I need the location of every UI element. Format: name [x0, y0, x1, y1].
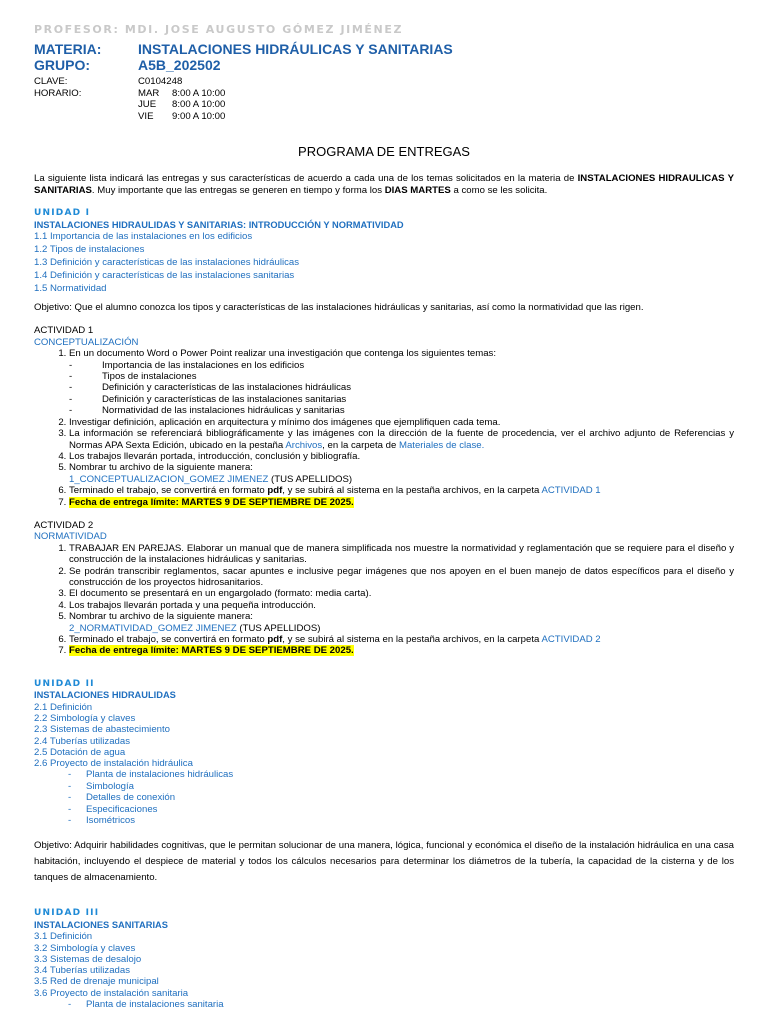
toc-item: 2.3 Sistemas de abastecimiento [34, 724, 170, 736]
list-item: 6. Terminado el trabajo, se convertirá en formato pdf, y se subirá al sistema en la pestaña archivos, en la carpeta ACTIVIDAD 2 [69, 634, 734, 645]
toc-item: 3.1 Definición [34, 931, 93, 943]
list-item [69, 497, 734, 508]
deadline-highlight: Fecha de entrega límite: MARTES 9 DE SEPTIEMBRE DE 2025. [69, 645, 354, 657]
list-item: 6. Terminado el trabajo, se convertirá en formato pdf, y se subirá al sistema en la pestaña archivos, en la carpeta ACTIVIDAD 1 [69, 485, 734, 496]
list-item: - Especificaciones [34, 804, 734, 815]
list-item: 2. Investigar definición, aplicación en arquitectura y mínimo dos imágenes que ejemplifiquen cada tema. [69, 417, 734, 428]
toc-item: 2.2 Simbología y claves [34, 712, 136, 724]
unit-3-subtitle: INSTALACIONES SANITARIAS [34, 919, 168, 930]
professor-header: PROFESOR: MDI. JOSE AUGUSTO GÓMEZ JIMÉNEZ [34, 23, 404, 36]
schedule-entry: MAR 8:00 A 10:00 [138, 87, 226, 99]
grupo-value: A5B_202502 [138, 57, 221, 73]
list-item: 5. Nombrar tu archivo de la siguiente manera: 1_CONCEPTUALIZACION_GOMEZ JIMENEZ (TUS APELLIDOS) [69, 462, 734, 485]
file-name: 2_NORMATIVIDAD_GOMEZ JIMENEZ [69, 622, 237, 634]
list-item: - Definición y características de las instalaciones sanitarias [69, 394, 734, 405]
list-item: - Importancia de las instalaciones en los edificios [69, 360, 734, 371]
schedule-row [34, 111, 734, 123]
page-title: PROGRAMA DE ENTREGAS [298, 144, 470, 159]
toc-item: 3.3 Sistemas de desalojo [34, 953, 142, 965]
list-item: - Normatividad de las instalaciones hidráulicas y sanitarias [69, 405, 734, 416]
toc-item: 2.6 Proyecto de instalación hidráulica [34, 758, 193, 770]
toc-item: 2.5 Dotación de agua [34, 746, 126, 758]
toc-item: 2.4 Tuberías utilizadas [34, 735, 130, 747]
unit-2-subitems [34, 769, 734, 826]
grupo-label: GRUPO: [34, 57, 90, 73]
list-item: - Definición y características de las instalaciones hidráulicas [69, 382, 734, 393]
clave-label: CLAVE: [34, 76, 68, 87]
horario-row [34, 88, 734, 100]
activity-1-steps [34, 348, 734, 508]
list-item: 5. Nombrar tu archivo de la siguiente manera: 2_NORMATIVIDAD_GOMEZ JIMENEZ (TUS APELLIDOS) [69, 611, 734, 634]
schedule-entry: JUE 8:00 A 10:00 [138, 99, 226, 110]
activity-2-steps [34, 543, 734, 657]
schedule-entry: VIE 9:00 A 10:00 [138, 110, 226, 122]
unit-2-objective: Objetivo: Adquirir habilidades cognitivas, que le permitan solucionar de una manera, lógica, funcional y económica el diseño de la instalación hidráulica en una casa habitación, incluyendo el despiece de material y todos los cálculos necesarios para determinar los diámetros de la tubería, la capacidad de la cisterna y de los tanques de almacenamiento. [34, 840, 734, 884]
list-item [69, 645, 734, 656]
unit-1-heading: UNIDAD I [34, 208, 91, 219]
list-item: - Isométricos [34, 815, 734, 826]
list-item: - Detalles de conexión [34, 792, 734, 803]
document-page [34, 24, 734, 1010]
activity-1-name: CONCEPTUALIZACIÓN [34, 336, 139, 348]
list-item: - Planta de instalaciones hidráulicas [34, 769, 734, 780]
deadline-highlight: Fecha de entrega límite: MARTES 9 DE SEPTIEMBRE DE 2025. [69, 496, 354, 508]
activity-1-folder-link[interactable]: ACTIVIDAD 1 [541, 485, 601, 497]
toc-item: 1.4 Definición y características de las instalaciones sanitarias [34, 270, 295, 282]
topic-list [69, 360, 734, 417]
list-item: - Planta de instalaciones sanitaria [34, 999, 734, 1010]
unit-1-subtitle: INSTALACIONES HIDRAULIDAS Y SANITARIAS: INTRODUCCIÓN Y NORMATIVIDAD [34, 219, 404, 230]
toc-item: 2.1 Definición [34, 701, 93, 713]
toc-item: 3.6 Proyecto de instalación sanitaria [34, 987, 189, 999]
activity-2-label: ACTIVIDAD 2 [34, 519, 94, 531]
archivos-link[interactable]: Archivos [285, 439, 323, 451]
list-item: 3. El documento se presentará en un engargolado (formato: media carta). [69, 588, 734, 599]
activity-1-label: ACTIVIDAD 1 [34, 325, 94, 337]
horario-label: HORARIO: [34, 87, 82, 99]
toc-item: 3.5 Red de drenaje municipal [34, 976, 159, 988]
list-item: 4. Los trabajos llevarán portada, introducción, conclusión y bibliografía. [69, 451, 734, 462]
grupo-row [34, 57, 734, 76]
toc-item: 1.2 Tipos de instalaciones [34, 244, 145, 256]
materiales-link[interactable]: Materiales de clase. [398, 439, 485, 451]
materia-value: INSTALACIONES HIDRÁULICAS Y SANITARIAS [138, 41, 453, 57]
clave-row [34, 76, 734, 88]
schedule-row [34, 99, 734, 111]
toc-item: 1.3 Definición y características de las instalaciones hidráulicas [34, 257, 300, 269]
list-item: - Simbología [34, 781, 734, 792]
file-name: 1_CONCEPTUALIZACION_GOMEZ JIMENEZ [69, 473, 269, 485]
toc-item: 1.5 Normatividad [34, 283, 107, 295]
unit-1-objective: Objetivo: Que el alumno conozca los tipos y características de las instalaciones hidráulicas y sanitarias, así como la normatividad que las rigen. [34, 302, 644, 314]
activity-2-folder-link[interactable]: ACTIVIDAD 2 [541, 634, 601, 645]
toc-item: 1.1 Importancia de las instalaciones en los edificios [34, 231, 253, 243]
intro-paragraph: La siguiente lista indicará las entregas y sus características de acuerdo a cada una de los temas solicitados en la materia de INSTALACIONES HIDRAULICAS Y SANITARIAS. Muy importante que las entregas se generen en tiempo y forma los DIAS MARTES a como se les solicita. [34, 173, 734, 196]
materia-label: MATERIA: [34, 41, 102, 57]
unit-2-subtitle: INSTALACIONES HIDRAULIDAS [34, 690, 176, 701]
toc-item: 3.4 Tuberías utilizadas [34, 965, 130, 977]
clave-value: C0104248 [138, 76, 183, 87]
unit-3-heading: UNIDAD III [34, 908, 100, 919]
unit-2-heading: UNIDAD II [34, 678, 95, 689]
list-item: 1. En un documento Word o Power Point realizar una investigación que contenga los siguientes temas: - Importancia de las instalaciones en los edificios - Tipos de instalaciones - Definición y características de las instalaciones hidráulicas - Definición y características de las instalaciones sanitarias - Normatividad de las instalaciones hidráulicas y sanitarias [69, 348, 734, 416]
list-item: 3. La información se referenciará bibliográficamente y las imágenes con la dirección de la fuente de procedencia, ver el archivo adjunto de Referencias y Normas APA Sexta Edición, ubicado en la pestaña Archivos, en la carpeta de Materiales de clase. [69, 428, 734, 451]
list-item: 4. Los trabajos llevarán portada y una pequeña introducción. [69, 600, 734, 611]
toc-item: 3.2 Simbología y claves [34, 942, 136, 954]
list-item: - Tipos de instalaciones [69, 371, 734, 382]
list-item: 2. Se podrán transcribir reglamentos, sacar apuntes e inclusive pegar imágenes que nos apoyen en el buen manejo de datos específicos para el diseño y construcción de los proyectos hidrosanitarios. [69, 566, 734, 589]
activity-2-name: NORMATIVIDAD [34, 531, 107, 543]
list-item: 1. TRABAJAR EN PAREJAS. Elaborar un manual que de manera simplificada nos muestre la normatividad y reglamentación que se requiere para el diseño y construcción de la instalaciones hidráulicas y sanitarias. [69, 543, 734, 566]
unit-3-subitems [34, 999, 734, 1010]
